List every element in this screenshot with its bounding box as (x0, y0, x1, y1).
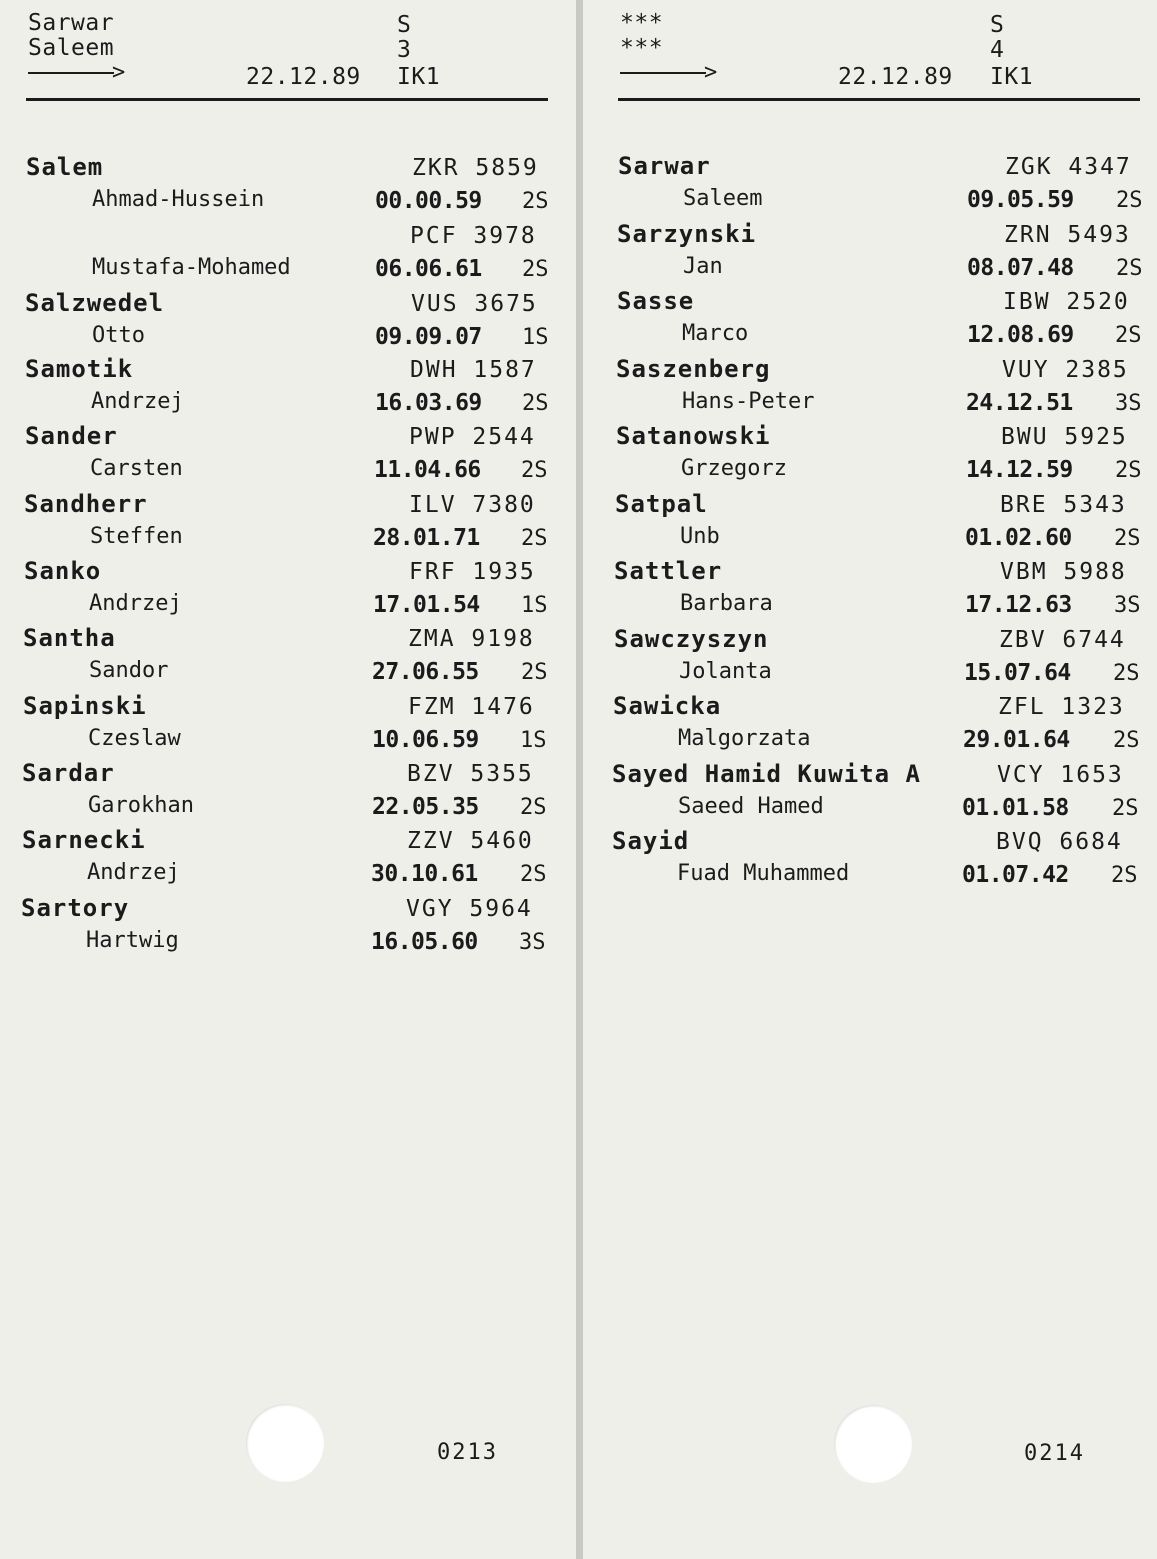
given-name: Barbara (680, 591, 773, 616)
given-name: Andrzej (87, 860, 180, 885)
header-code: IK1 (990, 64, 1034, 90)
surname: Sayid (612, 827, 690, 855)
list-item (583, 220, 1157, 288)
status-code: 2S (1113, 661, 1140, 686)
list-item (583, 827, 1157, 895)
id-code: ZZV 5460 (407, 828, 534, 854)
given-name: Sandor (89, 658, 169, 683)
status-code: 2S (1116, 256, 1143, 281)
entry-list (0, 0, 576, 1559)
surname: Sander (25, 422, 118, 450)
card-number: 0213 (437, 1440, 498, 1465)
status-code: 2S (522, 391, 549, 416)
birth-date: 10.06.59 (372, 727, 479, 753)
header-name-1: *** (620, 10, 664, 36)
id-code: DWH 1587 (410, 357, 537, 383)
birth-date: 11.04.66 (374, 457, 481, 483)
surname: Salzwedel (25, 289, 165, 317)
surname: Sarwar (618, 152, 711, 180)
given-name: Jan (683, 254, 723, 279)
status-code: 2S (521, 458, 548, 483)
header-number: 3 (397, 37, 412, 63)
given-name: Hans-Peter (682, 389, 815, 414)
birth-date: 30.10.61 (371, 861, 478, 887)
list-item (583, 287, 1157, 355)
list-item (0, 289, 576, 357)
id-code: BVQ 6684 (996, 829, 1123, 855)
list-item (0, 624, 576, 692)
birth-date: 06.06.61 (375, 256, 482, 282)
given-name: Andrzej (89, 591, 182, 616)
given-name: Czeslaw (88, 726, 181, 751)
index-card-right (583, 0, 1157, 1559)
birth-date: 09.05.59 (967, 187, 1074, 213)
surname: Saszenberg (616, 355, 771, 383)
header-number: 4 (990, 37, 1005, 63)
birth-date: 08.07.48 (967, 255, 1074, 281)
surname: Samotik (25, 355, 134, 383)
arrow-icon: > (28, 64, 128, 82)
id-code: VCY 1653 (997, 762, 1124, 788)
list-item (583, 355, 1157, 423)
list-item (583, 152, 1157, 220)
header-letter: S (397, 12, 412, 38)
header-name-2: *** (620, 35, 664, 61)
list-item (583, 557, 1157, 625)
surname: Sardar (22, 759, 115, 787)
status-code: 2S (1113, 728, 1140, 753)
list-item (583, 490, 1157, 558)
given-name: Hartwig (86, 928, 179, 953)
status-code: 2S (1111, 863, 1138, 888)
arrow-icon: > (620, 64, 720, 82)
given-name: Fuad Muhammed (677, 861, 850, 886)
given-name: Marco (682, 321, 749, 346)
header-letter: S (990, 12, 1005, 38)
given-name: Saeed Hamed (678, 794, 824, 819)
given-name: Mustafa-Mohamed (92, 255, 291, 280)
status-code: 3S (1115, 391, 1142, 416)
given-name: Unb (680, 524, 720, 549)
given-name: Carsten (90, 456, 183, 481)
list-item (0, 557, 576, 625)
birth-date: 01.01.58 (962, 795, 1069, 821)
list-item (0, 221, 576, 289)
status-code: 1S (520, 728, 547, 753)
punch-hole (834, 1405, 912, 1483)
surname: Satanowski (616, 422, 771, 450)
header-code: IK1 (397, 64, 441, 90)
birth-date: 01.07.42 (962, 862, 1069, 888)
id-code: ZRN 5493 (1004, 222, 1131, 248)
header-date: 22.12.89 (838, 64, 953, 90)
given-name: Steffen (90, 524, 183, 549)
list-item (583, 760, 1157, 828)
status-code: 1S (521, 593, 548, 618)
id-code: VUY 2385 (1002, 357, 1129, 383)
status-code: 2S (520, 862, 547, 887)
given-name: Malgorzata (678, 726, 811, 751)
header-date: 22.12.89 (246, 64, 361, 90)
surname: Sanko (24, 557, 102, 585)
list-item (0, 826, 576, 894)
surname: Sawicka (613, 692, 722, 720)
birth-date: 15.07.64 (964, 660, 1071, 686)
given-name: Saleem (683, 186, 763, 211)
surname: Satpal (615, 490, 708, 518)
id-code: ZKR 5859 (412, 155, 539, 181)
id-code: BRE 5343 (1000, 492, 1127, 518)
id-code: FRF 1935 (409, 559, 536, 585)
status-code: 2S (1114, 526, 1141, 551)
status-code: 3S (1114, 593, 1141, 618)
birth-date: 16.03.69 (375, 390, 482, 416)
id-code: ZGK 4347 (1005, 154, 1132, 180)
id-code: ZBV 6744 (999, 627, 1126, 653)
status-code: 1S (522, 325, 549, 350)
surname: Sarzynski (617, 220, 757, 248)
index-card-left (0, 0, 576, 1559)
id-code: ZMA 9198 (408, 626, 535, 652)
birth-date: 14.12.59 (966, 457, 1073, 483)
card-number: 0214 (1024, 1441, 1085, 1466)
list-item (0, 490, 576, 558)
given-name: Jolanta (679, 659, 772, 684)
entry-list (583, 0, 1157, 1559)
list-item (583, 422, 1157, 490)
surname: Sarnecki (22, 826, 146, 854)
status-code: 2S (1116, 188, 1143, 213)
birth-date: 01.02.60 (965, 525, 1072, 551)
status-code: 2S (1115, 323, 1142, 348)
id-code: BZV 5355 (407, 761, 534, 787)
status-code: 2S (521, 526, 548, 551)
punch-hole (246, 1404, 324, 1482)
birth-date: 09.09.07 (375, 324, 482, 350)
given-name: Otto (92, 323, 145, 348)
birth-date: 17.12.63 (965, 592, 1072, 618)
id-code: PWP 2544 (409, 424, 536, 450)
birth-date: 27.06.55 (372, 659, 479, 685)
status-code: 2S (1112, 796, 1139, 821)
id-code: VGY 5964 (406, 896, 533, 922)
header-name-1: Sarwar (28, 10, 115, 36)
birth-date: 16.05.60 (371, 929, 478, 955)
status-code: 2S (520, 795, 547, 820)
birth-date: 12.08.69 (967, 322, 1074, 348)
id-code: ZFL 1323 (998, 694, 1125, 720)
birth-date: 29.01.64 (963, 727, 1070, 753)
birth-date: 00.00.59 (375, 188, 482, 214)
list-item (0, 153, 576, 221)
list-item (583, 625, 1157, 693)
id-code: FZM 1476 (408, 694, 535, 720)
surname: Sasse (617, 287, 695, 315)
birth-date: 22.05.35 (372, 794, 479, 820)
birth-date: 24.12.51 (966, 390, 1073, 416)
id-code: VBM 5988 (1000, 559, 1127, 585)
id-code: PCF 3978 (410, 223, 537, 249)
id-code: VUS 3675 (411, 291, 538, 317)
list-item (0, 692, 576, 760)
surname: Santha (23, 624, 116, 652)
surname: Sawczyszyn (614, 625, 769, 653)
given-name: Grzegorz (681, 456, 787, 481)
status-code: 2S (1115, 458, 1142, 483)
given-name: Garokhan (88, 793, 194, 818)
surname: Sayed Hamid Kuwita A (612, 760, 921, 788)
given-name: Andrzej (91, 389, 184, 414)
header-name-2: Saleem (28, 35, 115, 61)
surname: Salem (26, 153, 104, 181)
id-code: IBW 2520 (1003, 289, 1130, 315)
list-item (0, 422, 576, 490)
status-code: 2S (521, 660, 548, 685)
list-item (0, 894, 576, 962)
birth-date: 17.01.54 (373, 592, 480, 618)
id-code: BWU 5925 (1001, 424, 1128, 450)
list-item (583, 692, 1157, 760)
birth-date: 28.01.71 (373, 525, 480, 551)
given-name: Ahmad-Hussein (92, 187, 265, 212)
surname: Sattler (614, 557, 723, 585)
status-code: 2S (522, 257, 549, 282)
list-item (0, 355, 576, 423)
status-code: 2S (522, 189, 549, 214)
id-code: ILV 7380 (409, 492, 536, 518)
surname: Sapinski (23, 692, 147, 720)
list-item (0, 759, 576, 827)
surname: Sandherr (24, 490, 148, 518)
status-code: 3S (519, 930, 546, 955)
surname: Sartory (21, 894, 130, 922)
